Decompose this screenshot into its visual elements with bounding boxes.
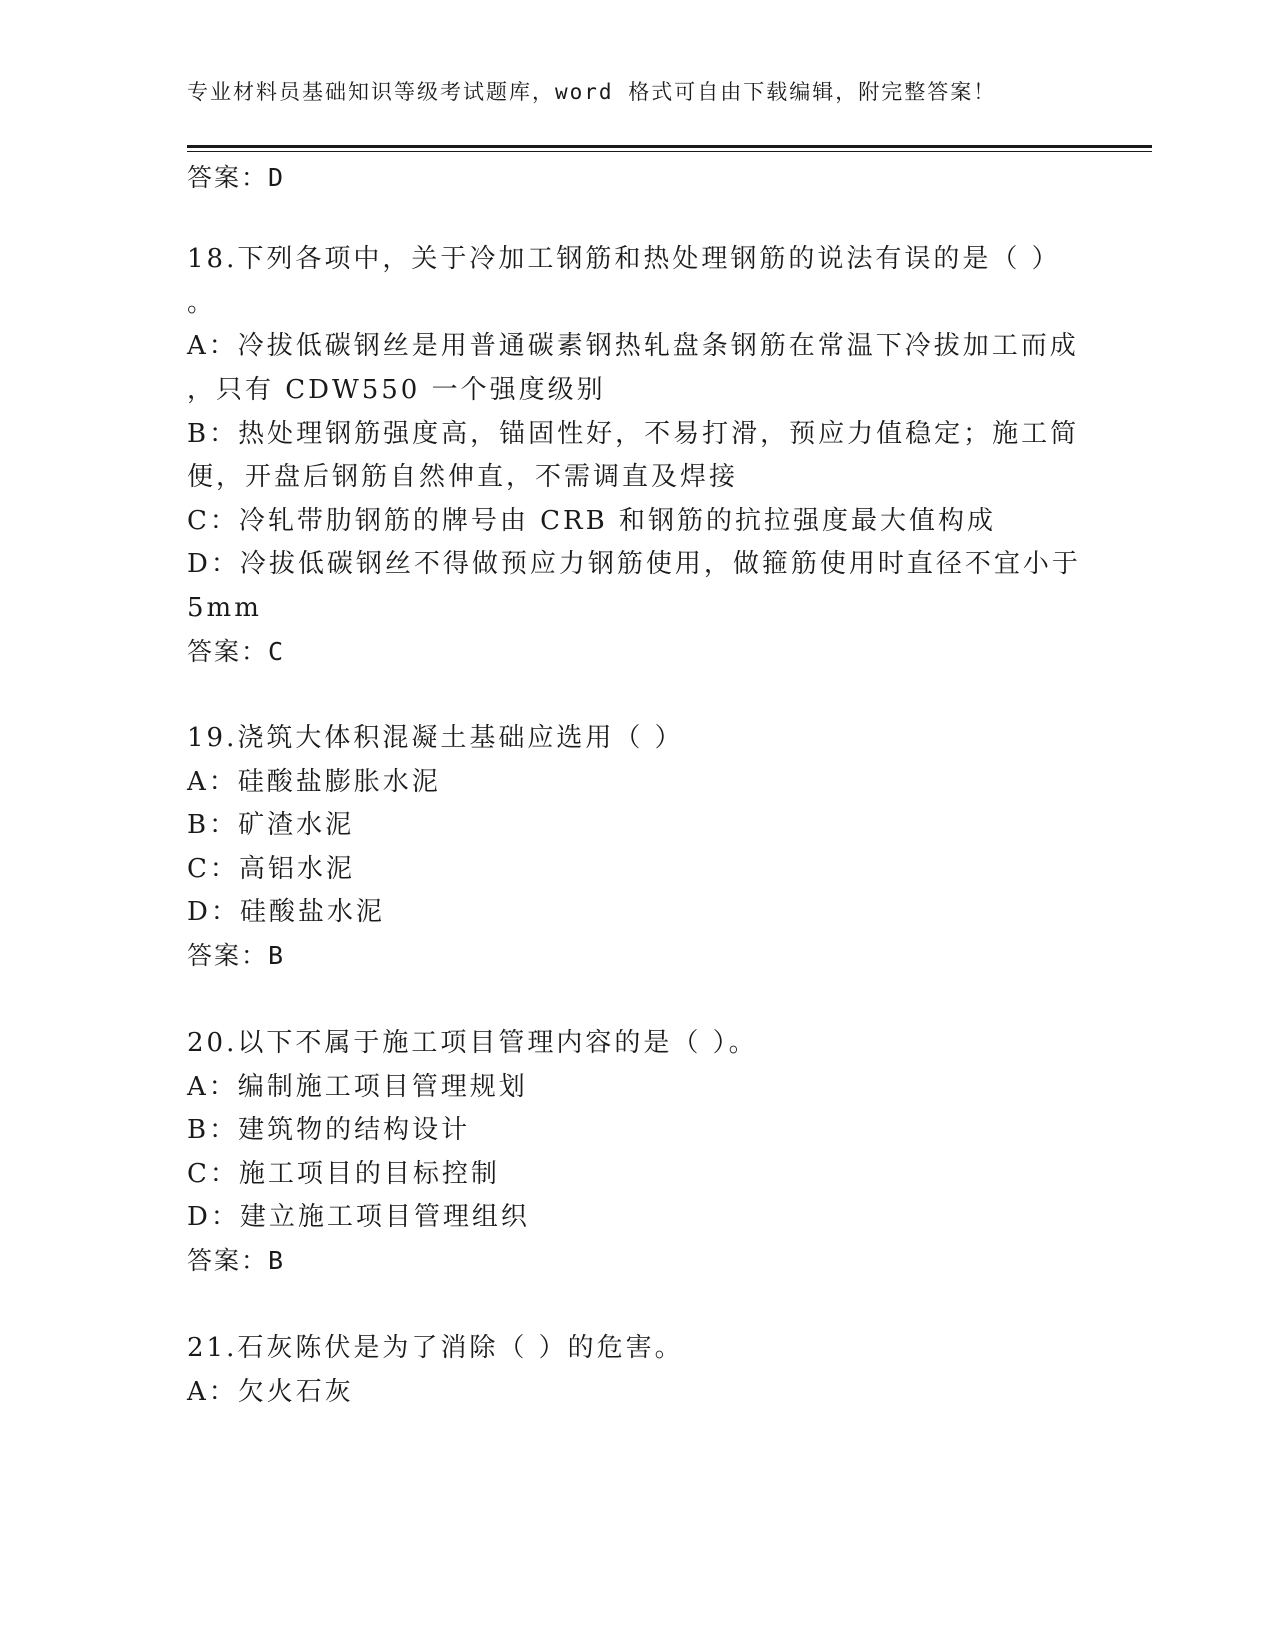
q20-stem: 20.以下不属于施工项目管理内容的是（ ）。 — [187, 1028, 758, 1058]
q20-option-c: C：施工项目的目标控制 — [187, 1159, 500, 1189]
q19-option-d: D：硅酸盐水泥 — [187, 897, 385, 927]
q18-option-d-line1: D：冷拔低碳钢丝不得做预应力钢筋使用，做箍筋使用时直径不宜小于 — [187, 549, 1081, 579]
q19-option-a: A：硅酸盐膨胀水泥 — [187, 767, 441, 797]
page-header: 专业材料员基础知识等级考试题库，word 格式可自由下载编辑，附完整答案！ — [187, 80, 997, 104]
q19-answer: 答案：B — [187, 941, 286, 970]
q21-option-a: A：欠火石灰 — [187, 1377, 354, 1407]
q20-option-b: B：建筑物的结构设计 — [187, 1115, 471, 1145]
q20-answer: 答案：B — [187, 1246, 286, 1275]
q18-answer: 答案：C — [187, 637, 286, 666]
q18-option-c: C：冷轧带肋钢筋的牌号由 CRB 和钢筋的抗拉强度最大值构成 — [187, 506, 996, 536]
q17-answer: 答案：D — [187, 163, 286, 192]
q19-stem: 19.浇筑大体积混凝土基础应选用（ ） — [187, 723, 684, 753]
q18-option-a-line2: ，只有 CDW550 一个强度级别 — [187, 375, 606, 405]
q19-option-b: B：矿渣水泥 — [187, 810, 355, 840]
q18-stem-line2: 。 — [187, 288, 217, 318]
q21-stem: 21.石灰陈伏是为了消除（ ）的危害。 — [187, 1333, 684, 1363]
q18-option-a-line1: A：冷拔低碳钢丝是用普通碳素钢热轧盘条钢筋在常温下冷拔加工而成 — [187, 331, 1079, 361]
header-rule-thin — [187, 151, 1152, 152]
q18-option-d-line2: 5mm — [187, 593, 262, 623]
q18-stem-line1: 18.下列各项中，关于冷加工钢筋和热处理钢筋的说法有误的是（ ） — [187, 244, 1061, 274]
q20-option-d: D：建立施工项目管理组织 — [187, 1202, 530, 1232]
q18-option-b-line1: B：热处理钢筋强度高，锚固性好，不易打滑，预应力值稳定；施工简 — [187, 419, 1080, 449]
q18-option-b-line2: 便，开盘后钢筋自然伸直，不需调直及焊接 — [187, 462, 739, 492]
header-rule-thick — [187, 145, 1152, 148]
q20-option-a: A：编制施工项目管理规划 — [187, 1072, 528, 1102]
q19-option-c: C：高铝水泥 — [187, 854, 355, 884]
